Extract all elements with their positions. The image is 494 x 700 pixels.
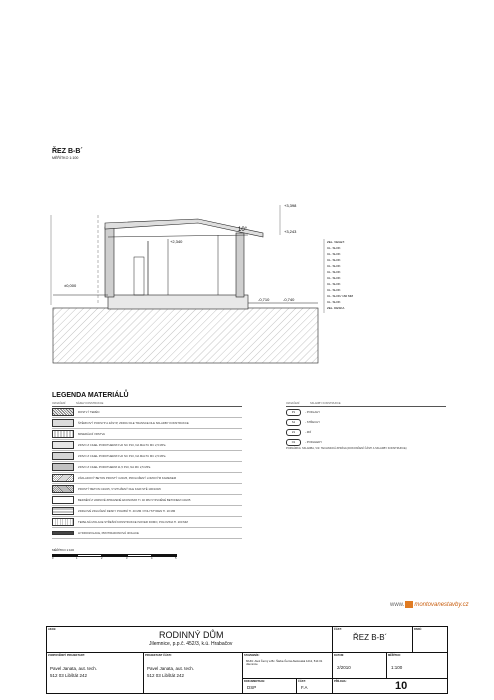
title-block-pare: PARÉ: [413, 627, 447, 653]
house-icon [405, 601, 413, 608]
list-item: ŠTĚRKOVÝ PODSYP A ZÁSYP, ZDROJ DLE TRANSCE DLE SKLADBY KONSTRUKCE [52, 418, 242, 429]
legend-header-symbol: OZNAČENÍ [52, 402, 66, 405]
material-swatch [52, 419, 74, 427]
list-item: ZÁKLADOVÝ BETON PROSTÝ C20/25, PROLOŽENÝ LOMOVÝM KAMENEM [52, 473, 242, 484]
level-label: -0,710 [258, 297, 270, 302]
list-item: P1 - PODLAHY [286, 407, 446, 417]
symbol-tag: O1 [286, 439, 301, 446]
project-location: Jilemnice, p.p.č. 452/3, k.ú. Hrabačov [149, 641, 233, 647]
list-item: O1 - PODHLEDY [286, 437, 446, 447]
level-label: ±0,000 [64, 283, 77, 288]
scale-bar-ticks: 0 1 2 3 4 5 [52, 557, 177, 560]
list-item: ZDIVO Z CIHEL POROTHERM P+D NC P10, NA MALTU MC 2,5 MPa [52, 451, 242, 462]
list-item: S1 - STŘECHY [286, 417, 446, 427]
symbol-header-a: OZNAČENÍ [286, 402, 300, 405]
list-item: Z1 - ZDÍ [286, 427, 446, 437]
title-block-akce: AKCE: RODINNÝ DŮM Jilemnice, p.p.č. 452/3, k.ú. Hrabačov [47, 627, 333, 653]
layer-callout: ZEL. DESKA [327, 306, 345, 310]
material-swatch [52, 531, 74, 535]
sheet-scale: MĚŘÍTKO 1:100 [52, 156, 79, 160]
layer-callout: CL. SLOK [327, 252, 341, 256]
roof-angle-label: 10° [238, 227, 248, 233]
title-block-scale: MĚŘÍTKO: 1:100 [387, 653, 447, 679]
material-swatch [52, 452, 74, 460]
list-item: ZDIVO Z CIHEL POROTHERM 11,5 P10, NA MC 2,5 MPa [52, 462, 242, 473]
layer-callout: CL. SLOK [327, 288, 341, 292]
company-logo: www. montovanestavby.cz [390, 602, 469, 609]
list-item: BEDNĚNÍ Z VARNIVÉ ZPRAVENÉ EKONOMIX Tl. 40 MM VYPLNĚNÉ BETONEM C20/25 [52, 495, 242, 506]
list-item: ZDIVO Z CIHEL POROTHERM P+D NC P10, NA MALTU MC 2,5 MPa [52, 440, 242, 451]
material-legend [52, 402, 242, 539]
layer-callout: CL. SLOK [327, 246, 341, 250]
project-title: RODINNÝ DŮM [159, 630, 224, 640]
list-item: TEPELNÁ IZOLACE STŘEŠNÍ KONSTRUKCE ISOVER DOMO, POLOVINA Tl. 200 MM [52, 517, 242, 528]
title-block-date: DATUM: 2/2010 [333, 653, 387, 679]
list-item: ROSTLÝ TERÉN [52, 407, 242, 418]
section-walls [105, 227, 244, 297]
layer-callout: CL. SLOK [327, 270, 341, 274]
material-swatch [52, 474, 74, 482]
material-swatch [52, 485, 74, 493]
material-swatch [52, 430, 74, 438]
title-block-designer: PROJEKTANT ČÁSTI: Pavel Janata, aut. tech. 512 03 Libštát 242 [144, 653, 243, 693]
symbol-tag: S1 [286, 419, 301, 426]
layer-callout: CL. SLOK [327, 282, 341, 286]
symbol-note: POZNÁMKA: SKLADBA, VIZ. TECHNICKÁ ZPRÁVA (DOKONČENÍ ČÁSTI A SKLADBY KONSTRUKCE) [286, 447, 407, 450]
list-item: MINERÁLNÍ VRSTVA [52, 429, 242, 440]
legend-title: LEGENDA MATERIÁLŮ [52, 392, 129, 399]
material-swatch [52, 408, 74, 416]
symbol-header-b: SKLADBY KONSTRUKCE [310, 402, 341, 405]
level-label: +2,340 [170, 239, 183, 244]
layer-callout: CL. SLOK [327, 300, 341, 304]
section-roof [53, 219, 318, 303]
level-label: -0,740 [283, 297, 295, 302]
layer-callout: ZEL. VEGET. [327, 240, 345, 244]
title-block [46, 626, 448, 694]
attachment-number: 10 [395, 680, 408, 692]
sheet-title: ŘEZ B-B´ [52, 148, 83, 155]
material-swatch [52, 496, 74, 504]
material-swatch [52, 463, 74, 471]
list-item: PROSTÝ BETON C20/25, VYZTUŽENÝ DLE KARI STĚ 100/100/6 [52, 484, 242, 495]
title-block-responsible: ZODPOVĚDNÝ PROJEKTANT: Pavel Janata, aut. tech. 512 03 Libštát 242 [47, 653, 144, 693]
material-swatch [52, 441, 74, 449]
section-ground [53, 295, 318, 363]
layer-callout: CL. SLOK [327, 264, 341, 268]
title-block-investor: STAVEBNÍK: MUDr. Aleš Černý a Bc. Šárka Černá Alešovská 1212, 514 01 Jilemnice [243, 653, 333, 679]
title-block-part: ČÁST: F.A [297, 679, 333, 693]
section-dimensions [51, 205, 280, 305]
scale-bar-label: MĚŘÍTKO 1:100 [52, 548, 75, 552]
level-label: +3,243 [284, 229, 297, 234]
layer-callout: CL. SLOK [327, 258, 341, 262]
layer-callout: CL. SLOK [327, 276, 341, 280]
drawing-title: ŘEZ B-B´ [353, 633, 388, 642]
symbol-tag: P1 [286, 409, 301, 416]
symbol-tag: Z1 [286, 429, 301, 436]
title-block-documentation: DOKUMENTACE: DSP [243, 679, 297, 693]
list-item: ZDRLOVÉ ZDLUČENÍ DESKY POLIBNÍ Tl. 40 MM / POLYSTYREN Tl. 20 MM [52, 506, 242, 517]
scale-bar [52, 548, 177, 561]
material-swatch [52, 518, 74, 526]
title-block-cast: ČÁST: ŘEZ B-B´ [333, 627, 413, 653]
list-item: HYDROIZOLACE, PROTIRADONOVÁ IZOLACE [52, 528, 242, 539]
section-drawing [48, 195, 354, 380]
material-swatch [52, 507, 74, 515]
layer-callout-list [324, 239, 354, 313]
legend-header-name: NÁZEV KONSTRUKCE [76, 402, 104, 405]
layer-callout: CL. SLOK/ 160 MM [327, 294, 354, 298]
title-block-attachment: PŘÍLOHA: 10 [334, 679, 408, 692]
level-label: +3,398 [284, 203, 297, 208]
structure-symbol-legend [286, 402, 446, 450]
